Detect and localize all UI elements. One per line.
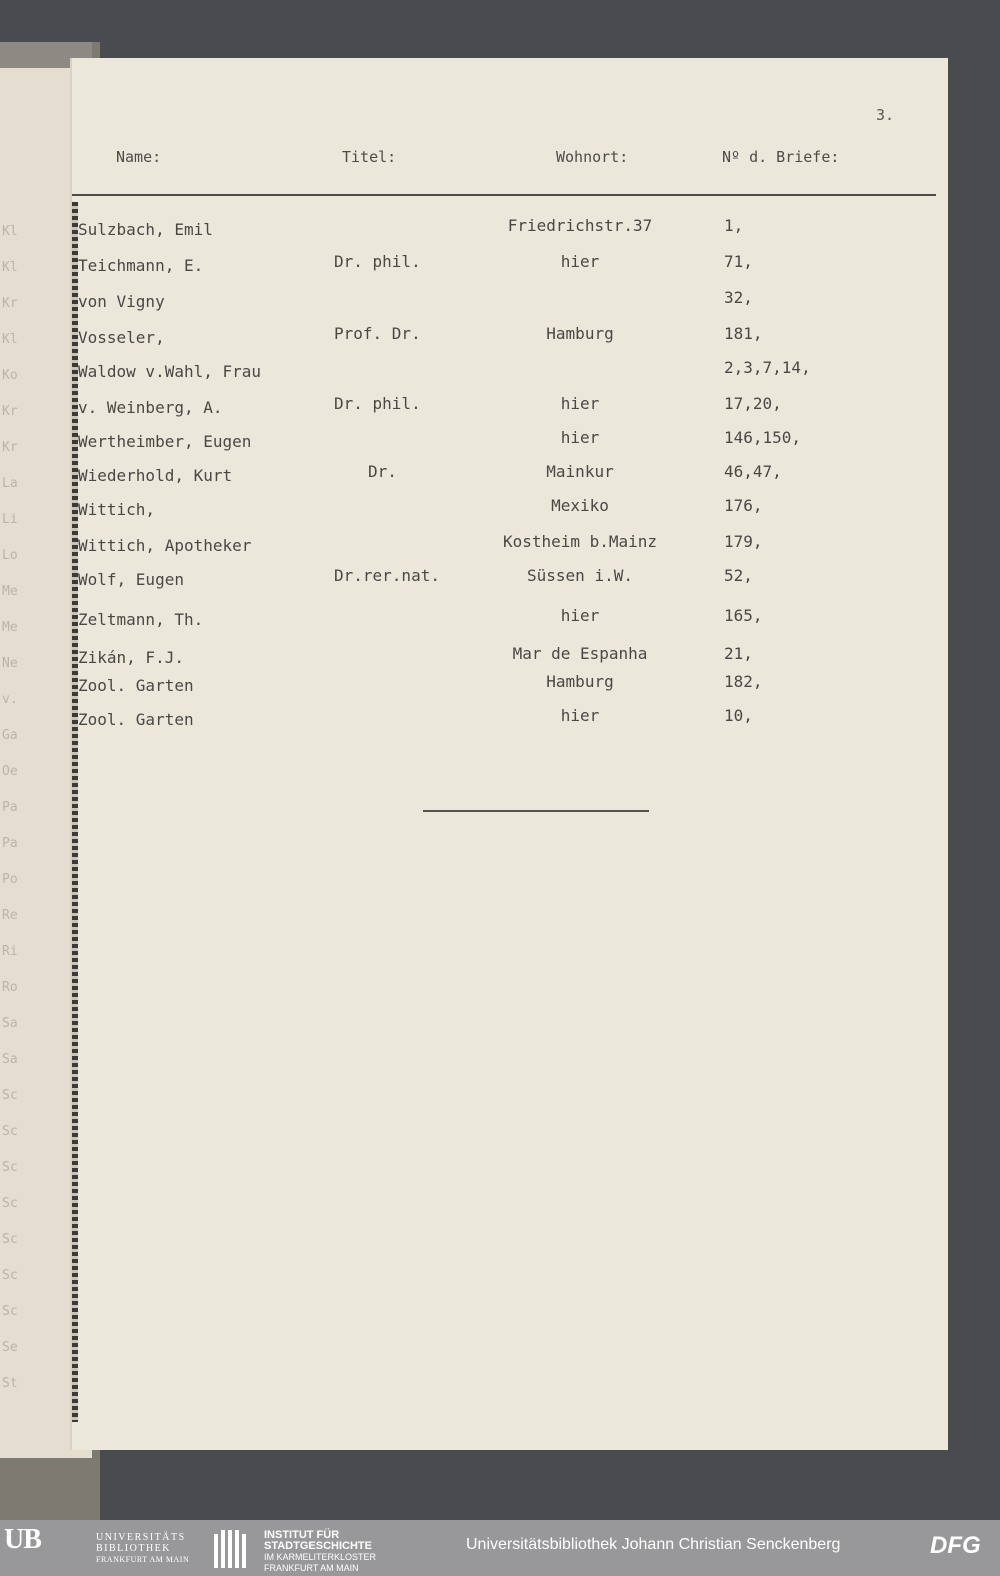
entry-residence: Hamburg (546, 324, 614, 343)
entry-letters: 21, (724, 644, 753, 663)
entry-letters: 71, (724, 252, 753, 271)
entry-title: Dr. phil. (334, 252, 421, 271)
underpage-fragment: Sc (2, 1268, 18, 1283)
entry-letters: 32, (724, 288, 753, 307)
entry-letters: 176, (724, 496, 763, 515)
entry-letters: 181, (724, 324, 763, 343)
entry-residence: hier (560, 606, 600, 625)
ub-logo: UB (4, 1524, 41, 1555)
underpage-fragment: v. (2, 692, 18, 707)
entry-name: Sulzbach, Emil (78, 220, 213, 239)
entry-title: Prof. Dr. (334, 324, 421, 343)
underpage-fragment: Sa (2, 1052, 18, 1067)
institute-columns-icon (214, 1530, 256, 1568)
entry-name: Vosseler, (78, 328, 165, 347)
entry-name: Zikán, F.J. (78, 648, 184, 667)
entry-residence: Hamburg (546, 672, 614, 691)
entry-name: Zool. Garten (78, 710, 194, 729)
entry-residence: Friedrichstr.37 (507, 216, 653, 235)
closing-rule (423, 810, 649, 812)
entry-residence: Mexiko (551, 496, 609, 515)
entry-name: Zool. Garten (78, 676, 194, 695)
ub-logo-text (96, 1532, 189, 1565)
underpage-fragment: Ga (2, 728, 18, 743)
inst-line-4: FRANKFURT AM MAIN (264, 1563, 359, 1573)
underpage-fragment: Ne (2, 656, 18, 671)
underpage-fragment: Kl (2, 332, 18, 347)
inst-line-1: INSTITUT FÜR (264, 1529, 340, 1541)
document-page (72, 58, 948, 1450)
underpage-fragment: Me (2, 620, 18, 635)
underpage-fragment: Sc (2, 1088, 18, 1103)
underpage-fragment: Kl (2, 260, 18, 275)
header-rule (72, 194, 936, 196)
entry-letters: 1, (724, 216, 744, 235)
entry-letters: 17,20, (724, 394, 782, 413)
entry-name: Wertheimber, Eugen (78, 432, 252, 451)
underpage-fragment: Kr (2, 404, 18, 419)
entry-name: v. Weinberg, A. (78, 398, 223, 417)
underpage-fragment: Re (2, 908, 18, 923)
entry-letters: 179, (724, 532, 763, 551)
underpage-fragment: Sa (2, 1016, 18, 1031)
underpage-fragment: Se (2, 1340, 18, 1355)
entry-name: Wiederhold, Kurt (78, 466, 233, 485)
entry-letters: 165, (724, 606, 763, 625)
underpage-fragment: Pa (2, 800, 18, 815)
entry-residence: Mainkur (546, 462, 614, 481)
entry-name: Wittich, (78, 500, 156, 519)
entry-name: Teichmann, E. (78, 256, 204, 275)
underpage-fragment: Oe (2, 764, 18, 779)
underpage-fragment: Ri (2, 944, 18, 959)
entry-residence: hier (560, 394, 600, 413)
entry-letters: 52, (724, 566, 753, 585)
inst-line-3: IM KARMELITERKLOSTER (264, 1552, 377, 1562)
entry-title: Dr. phil. (334, 394, 421, 413)
header-residence: Wohnort: (556, 148, 629, 166)
entry-residence: Mar de Espanha (512, 644, 648, 663)
underpage-fragment: Kr (2, 296, 18, 311)
entry-name: Zeltmann, Th. (78, 610, 204, 629)
entry-residence: Süssen i.W. (527, 566, 633, 585)
ub-line-1: UNIVERSITÄTS (96, 1532, 186, 1543)
inst-line-2: STADTGESCHICHTE (264, 1540, 372, 1552)
entry-name: Wolf, Eugen (78, 570, 184, 589)
entry-name: Waldow v.Wahl, Frau (78, 362, 262, 381)
underpage-fragment: La (2, 476, 18, 491)
header-name: Name: (116, 148, 162, 166)
entry-residence: hier (560, 428, 600, 447)
entry-title: Dr.rer.nat. (334, 566, 440, 585)
entry-residence: hier (560, 706, 600, 725)
underpage-fragment: Ko (2, 368, 18, 383)
header-letters: Nº d. Briefe: (722, 148, 840, 166)
underpage-fragment: Sc (2, 1304, 18, 1319)
footer-bar (0, 1520, 1000, 1576)
dfg-logo: DFG (930, 1532, 981, 1559)
underpage-fragment: Sc (2, 1232, 18, 1247)
header-title: Titel: (342, 148, 397, 166)
underpage-fragment: Li (2, 512, 18, 527)
binding-thread (72, 202, 78, 1422)
entry-letters: 182, (724, 672, 763, 691)
underpage-fragment: Po (2, 872, 18, 887)
underpage-fragment: Pa (2, 836, 18, 851)
underpage-fragment: Lo (2, 548, 18, 563)
entry-residence: hier (560, 252, 600, 271)
entry-letters: 146,150, (724, 428, 802, 447)
underpage-fragment: Sc (2, 1124, 18, 1139)
entry-title: Dr. (368, 462, 397, 481)
ub-line-3: FRANKFURT AM MAIN (96, 1555, 190, 1564)
institute-logo-text (264, 1530, 376, 1574)
page-number: 3. (876, 106, 895, 124)
underpage-fragment: Ro (2, 980, 18, 995)
entry-name: von Vigny (78, 292, 165, 311)
entry-name: Wittich, Apotheker (78, 536, 252, 555)
entry-residence: Kostheim b.Mainz (502, 532, 658, 551)
footer-title: Universitätsbibliothek Johann Christian Senckenberg (466, 1536, 841, 1553)
entry-letters: 46,47, (724, 462, 782, 481)
entry-letters: 10, (724, 706, 753, 725)
entry-letters: 2,3,7,14, (724, 358, 811, 377)
underpage-fragment: St (2, 1376, 18, 1391)
underpage-fragment: Kl (2, 224, 18, 239)
underpage-fragment: Me (2, 584, 18, 599)
underpage-fragment: Sc (2, 1196, 18, 1211)
underpage-fragment: Sc (2, 1160, 18, 1175)
ub-line-2: BIBLIOTHEK (96, 1543, 171, 1554)
underpage-fragment: Kr (2, 440, 18, 455)
